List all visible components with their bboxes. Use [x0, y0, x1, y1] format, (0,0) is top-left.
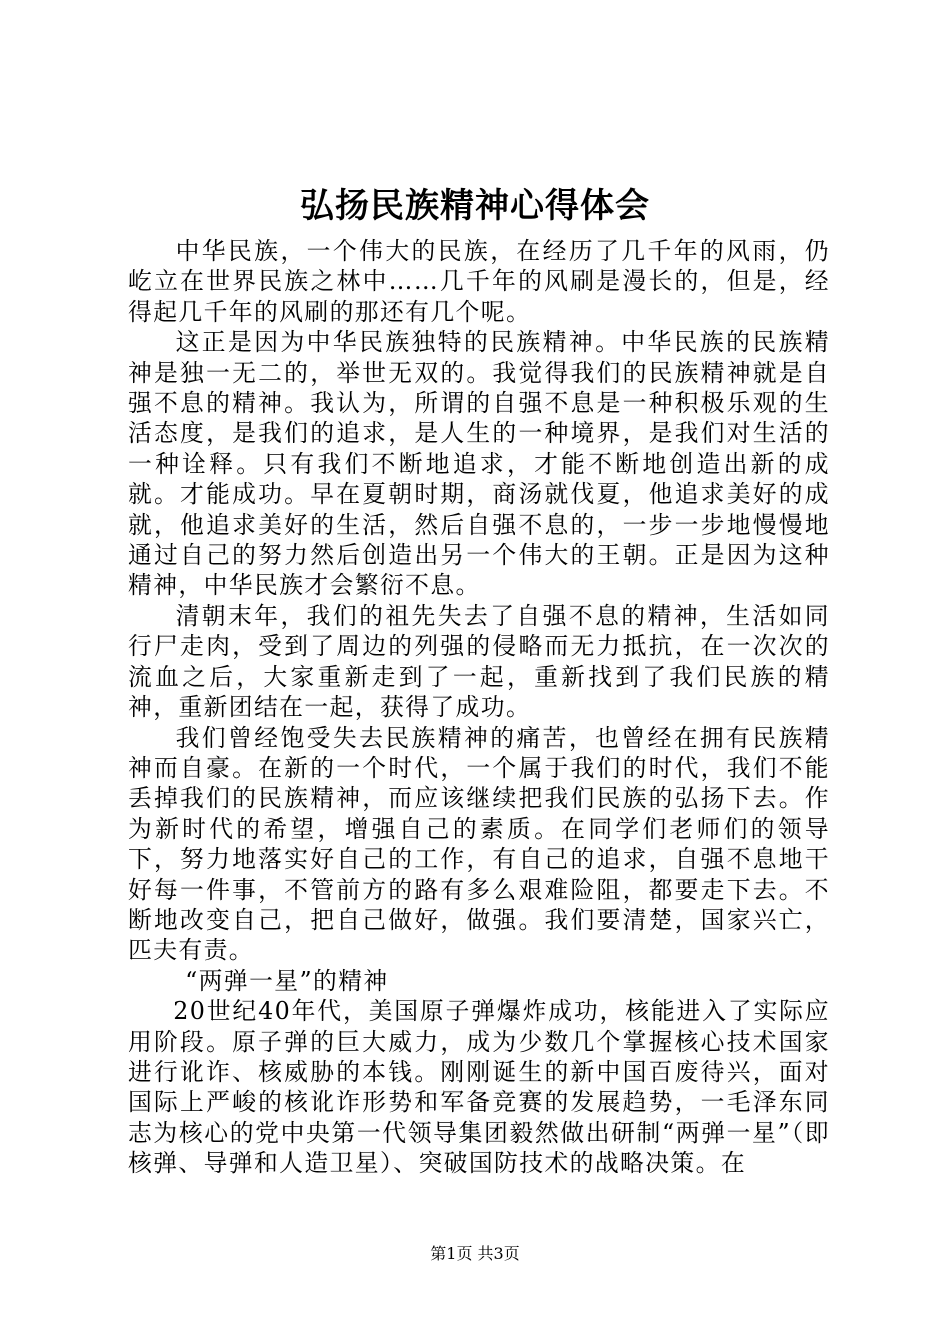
- paragraph-3: 清朝末年，我们的祖先失去了自强不息的精神，生活如同行尸走肉，受到了周边的列强的侵略而无力抵抗，在一次次的流血之后，大家重新走到了一起，重新找到了我们民族的精神，重新团结在一起，获得了成功。: [128, 601, 830, 722]
- paragraph-2: 这正是因为中华民族独特的民族精神。中华民族的民族精神是独一无二的，举世无双的。我觉得我们的民族精神就是自强不息的精神。我认为，所谓的自强不息是一种积极乐观的生活态度，是我们的追求，是人生的一种境界，是我们对生活的一种诠释。只有我们不断地追求，才能不断地创造出新的成就。才能成功。早在夏朝时期，商汤就伐夏，他追求美好的成就，他追求美好的生活，然后自强不息的，一步一步地慢慢地通过自己的努力然后创造出另一个伟大的王朝。正是因为这种精神，中华民族才会繁衍不息。: [128, 328, 830, 600]
- paragraph-5: 20世纪40年代，美国原子弹爆炸成功，核能进入了实际应用阶段。原子弹的巨大威力，成为少数几个掌握核心技术国家进行讹诈、核威胁的本钱。刚刚诞生的新中国百废待兴，面对国际上严峻的核讹诈形势和军备竞赛的发展趋势，一毛泽东同志为核心的党中央第一代领导集团毅然做出研制“两弹一星”（即核弹、导弹和人造卫星）、突破国防技术的战略决策。在: [128, 997, 830, 1178]
- document-title: 弘扬民族精神心得体会: [300, 186, 650, 226]
- document-body: [128, 236, 830, 1179]
- paragraph-1: 中华民族，一个伟大的民族，在经历了几千年的风雨，仍屹立在世界民族之林中……几千年的风刷是漫长的，但是，经得起几千年的风刷的那还有几个呢。: [128, 237, 830, 326]
- page-number: 第1页 共3页: [430, 1244, 520, 1263]
- paragraph-4: 我们曾经饱受失去民族精神的痛苦，也曾经在拥有民族精神而自豪。在新的一个时代，一个属于我们的时代，我们不能丢掉我们的民族精神，而应该继续把我们民族的弘扬下去。作为新时代的希望，增强自己的素质。在同学们老师们的领导下，努力地落实好自己的工作，有自己的追求，自强不息地干好每一件事，不管前方的路有多么艰难险阻，都要走下去。不断地改变自己，把自己做好，做强。我们要清楚，国家兴亡，匹夫有责。: [128, 723, 830, 965]
- section-heading: “两弹一星”的精神: [185, 966, 389, 995]
